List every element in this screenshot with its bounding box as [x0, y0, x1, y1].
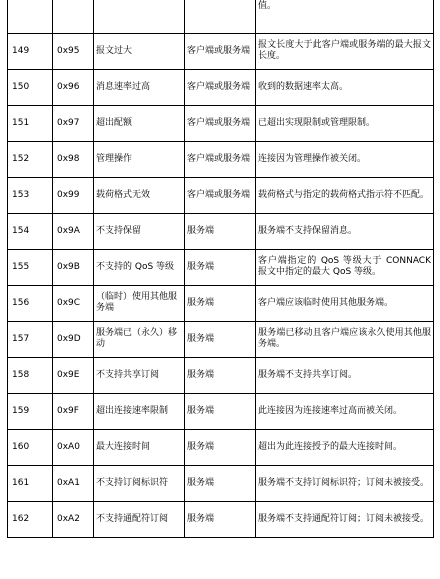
reason-name-cell: 不支持通配符订阅: [94, 501, 185, 537]
description-cell: 服务端不支持订阅标识符；订阅未被接受。: [256, 465, 434, 501]
table-row: [8, 249, 434, 285]
hex-value-cell: 0x99: [53, 177, 94, 213]
reason-name-cell: 不支持订阅标识符: [94, 465, 185, 501]
table-row: [8, 429, 434, 465]
table-row: [8, 69, 434, 105]
reason-code-cell: 157: [8, 321, 53, 357]
reason-code-cell: 152: [8, 141, 53, 177]
table-row-continued: [8, 0, 434, 33]
sender-cell: 服务端: [185, 285, 256, 321]
reason-code-cell: 151: [8, 105, 53, 141]
table-row: [8, 357, 434, 393]
hex-value-cell: 0x9C: [53, 285, 94, 321]
reason-name-cell: 不支持保留: [94, 213, 185, 249]
hex-value-cell: 0xA2: [53, 501, 94, 537]
reason-code-cell: 158: [8, 357, 53, 393]
reason-code-cell: 162: [8, 501, 53, 537]
reason-code-cell: 155: [8, 249, 53, 285]
reason-name-cell: 不支持的 QoS 等级: [94, 249, 185, 285]
description-cell: 载荷格式与指定的载荷格式指示符不匹配。: [256, 177, 434, 213]
hex-value-cell: 0x96: [53, 69, 94, 105]
sender-cell: 服务端: [185, 393, 256, 429]
reason-name-cell: 消息速率过高: [94, 69, 185, 105]
reason-name-cell: （临时）使用其他服务端: [94, 285, 185, 321]
hex-value-cell: [53, 0, 94, 33]
sender-cell: [185, 0, 256, 33]
hex-value-cell: 0x98: [53, 141, 94, 177]
sender-cell: 服务端: [185, 501, 256, 537]
reason-code-cell: 150: [8, 69, 53, 105]
sender-cell: 客户端或服务端: [185, 177, 256, 213]
table-row: [8, 33, 434, 69]
sender-cell: 服务端: [185, 249, 256, 285]
description-cell: 已超出实现限制或管理限制。: [256, 105, 434, 141]
description-cell: 服务端不支持保留消息。: [256, 213, 434, 249]
description-cell: 服务端已移动且客户端应该永久使用其他服务端。: [256, 321, 434, 357]
table-row: [8, 393, 434, 429]
sender-cell: 客户端或服务端: [185, 141, 256, 177]
hex-value-cell: 0x97: [53, 105, 94, 141]
description-cell: 报文长度大于此客户端或服务端的最大报文长度。: [256, 33, 434, 69]
description-cell: 客户端指定的 QoS 等级大于 CONNACK 报文中指定的最大 QoS 等级。: [256, 249, 434, 285]
hex-value-cell: 0xA1: [53, 465, 94, 501]
table-row: [8, 321, 434, 357]
description-cell: 服务端不支持共享订阅。: [256, 357, 434, 393]
hex-value-cell: 0x9D: [53, 321, 94, 357]
sender-cell: 服务端: [185, 357, 256, 393]
reason-code-table: [7, 0, 434, 538]
sender-cell: 服务端: [185, 429, 256, 465]
table-row: [8, 177, 434, 213]
table-row: [8, 465, 434, 501]
hex-value-cell: 0x95: [53, 33, 94, 69]
reason-code-cell: 161: [8, 465, 53, 501]
hex-value-cell: 0x9B: [53, 249, 94, 285]
table-row: [8, 141, 434, 177]
reason-code-cell: 160: [8, 429, 53, 465]
reason-name-cell: 超出连接速率限制: [94, 393, 185, 429]
table-row: [8, 285, 434, 321]
sender-cell: 服务端: [185, 321, 256, 357]
reason-code-cell: 159: [8, 393, 53, 429]
hex-value-cell: 0x9E: [53, 357, 94, 393]
reason-name-cell: 管理操作: [94, 141, 185, 177]
table-row: [8, 105, 434, 141]
reason-code-cell: [8, 0, 53, 33]
table-row: [8, 213, 434, 249]
reason-name-cell: [94, 0, 185, 33]
reason-name-cell: 服务端已（永久）移动: [94, 321, 185, 357]
hex-value-cell: 0xA0: [53, 429, 94, 465]
reason-code-cell: 153: [8, 177, 53, 213]
description-cell: 连接因为管理操作被关闭。: [256, 141, 434, 177]
reason-name-cell: 最大连接时间: [94, 429, 185, 465]
sender-cell: 服务端: [185, 465, 256, 501]
sender-cell: 客户端或服务端: [185, 69, 256, 105]
hex-value-cell: 0x9F: [53, 393, 94, 429]
sender-cell: 客户端或服务端: [185, 105, 256, 141]
reason-name-cell: 载荷格式无效: [94, 177, 185, 213]
reason-code-cell: 154: [8, 213, 53, 249]
description-cell: 此连接因为连接速率过高而被关闭。: [256, 393, 434, 429]
reason-code-table-body: [8, 0, 434, 537]
sender-cell: 服务端: [185, 213, 256, 249]
sender-cell: 客户端或服务端: [185, 33, 256, 69]
reason-name-cell: 报文过大: [94, 33, 185, 69]
description-cell: 值。: [256, 0, 434, 33]
reason-code-cell: 156: [8, 285, 53, 321]
reason-name-cell: 超出配额: [94, 105, 185, 141]
table-row: [8, 501, 434, 537]
description-cell: 客户端应该临时使用其他服务端。: [256, 285, 434, 321]
hex-value-cell: 0x9A: [53, 213, 94, 249]
reason-name-cell: 不支持共享订阅: [94, 357, 185, 393]
description-cell: 超出为此连接授予的最大连接时间。: [256, 429, 434, 465]
description-cell: 服务端不支持通配符订阅；订阅未被接受。: [256, 501, 434, 537]
reason-code-cell: 149: [8, 33, 53, 69]
description-cell: 收到的数据速率太高。: [256, 69, 434, 105]
